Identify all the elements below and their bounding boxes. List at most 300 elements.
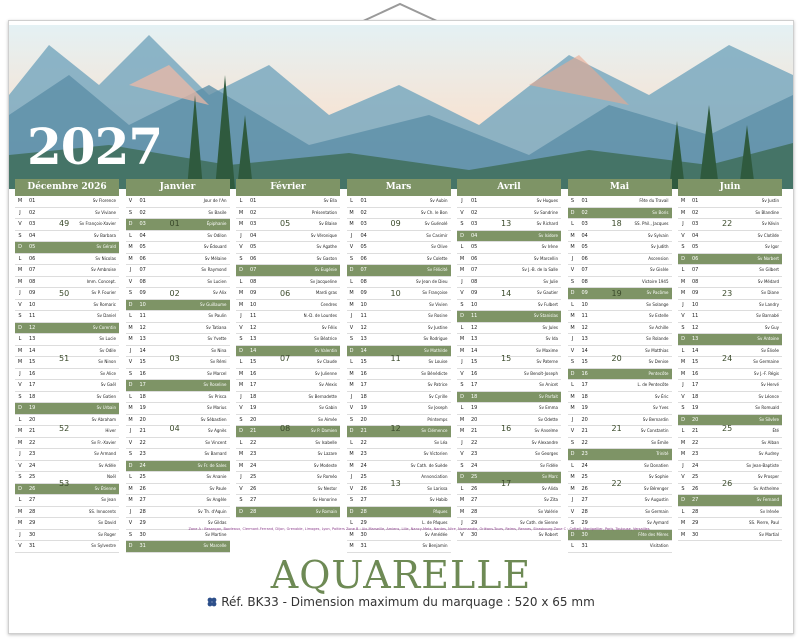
day-letter: M [238, 462, 244, 469]
day-row [347, 541, 451, 553]
day-number: 05 [471, 244, 478, 250]
day-number: 23 [29, 451, 36, 457]
saint-name: Sv Casimir [426, 232, 448, 238]
day-number: 03 [471, 221, 478, 227]
day-letter: V [681, 474, 685, 480]
saint-name: Sv Roseline [203, 382, 227, 387]
day-letter: J [350, 474, 353, 480]
saint-name: Mardi gras [315, 290, 337, 295]
day-number: 20 [360, 416, 367, 423]
day-letter: M [128, 416, 133, 423]
saint-name: Sv François-Xavier [79, 221, 116, 226]
saint-name: Sv Martial [759, 531, 779, 537]
day-row [347, 265, 451, 277]
saint-name: Sv Hervé [760, 382, 779, 387]
day-letter: M [570, 244, 575, 250]
day-letter: M [570, 485, 575, 492]
day-number: 18 [360, 393, 367, 400]
day-letter: J [682, 462, 684, 469]
day-number: 02 [471, 209, 478, 216]
week-number: 22 [722, 219, 733, 228]
day-number: 12 [139, 324, 146, 331]
day-letter: M [680, 451, 686, 457]
saint-name: Sv Eugénie [314, 267, 337, 272]
day-row [568, 265, 672, 277]
day-number: 05 [692, 244, 699, 250]
saint-name: Sv Silvère [759, 416, 779, 422]
day-number: 29 [139, 520, 146, 526]
saint-name: Présentation [311, 209, 337, 215]
day-number: 10 [360, 301, 367, 308]
week-number: 17 [501, 479, 512, 488]
day-number: 11 [250, 313, 257, 319]
saint-name: Sv Anicet [539, 382, 558, 387]
saint-name: Sv Agathe [316, 244, 337, 249]
day-row [236, 449, 340, 461]
saint-name: Sv Richard [536, 221, 558, 226]
day-letter: S [128, 209, 133, 216]
week-number: 15 [501, 354, 512, 363]
saint-name: Sv Prosper [757, 474, 779, 479]
saint-name: Visitation [649, 543, 669, 548]
saint-name: Sv Romain [315, 508, 337, 514]
day-row [347, 369, 451, 381]
day-row [236, 472, 340, 484]
day-number: 27 [250, 497, 257, 503]
day-number: 03 [581, 221, 588, 227]
day-letter: M [238, 209, 244, 216]
day-number: 16 [692, 370, 699, 377]
day-letter: M [680, 531, 686, 538]
day-letter: V [570, 428, 575, 434]
day-row [15, 311, 119, 323]
day-number: 04 [139, 232, 146, 239]
day-letter: D [349, 508, 354, 515]
day-number: 08 [692, 278, 699, 285]
day-number: 25 [360, 474, 367, 480]
saint-name: Sv Armand [94, 451, 116, 456]
day-letter: V [128, 520, 133, 526]
saint-name: Sv Paule [209, 485, 227, 491]
saint-name: Sv Solange [646, 301, 669, 307]
day-row [126, 323, 230, 335]
day-letter: M [680, 209, 686, 216]
week-number: 11 [390, 354, 401, 363]
saint-name: Sv Gildas [207, 520, 227, 525]
saint-name: Sv Odette [538, 416, 558, 422]
saint-name: Sv Romuald [755, 405, 779, 410]
day-letter: D [128, 221, 133, 227]
day-row [126, 277, 230, 289]
day-number: 02 [139, 209, 146, 216]
day-number: 11 [29, 313, 36, 319]
saint-name: Sv Roger [98, 531, 116, 537]
saint-name: Sv Nestor [317, 485, 337, 491]
day-number: 14 [360, 347, 367, 354]
day-row [126, 334, 230, 346]
saint-name: N.-D. de Lourdes [303, 313, 337, 318]
day-number: 15 [250, 359, 257, 365]
saint-name: Sv Achille [649, 324, 669, 330]
day-letter: M [349, 290, 354, 296]
saint-name: L. de Pentecôte [637, 382, 669, 387]
day-letter: V [18, 301, 22, 308]
calendar-sheet [8, 20, 794, 634]
day-number: 01 [139, 198, 146, 204]
day-number: 09 [139, 290, 146, 296]
saint-name: Sv Julie [543, 278, 558, 284]
day-number: 08 [29, 278, 36, 285]
day-number: 17 [250, 382, 257, 388]
day-letter: L [460, 244, 464, 250]
saint-name: Sv Nina [211, 347, 227, 353]
saint-name: Hiver [105, 428, 116, 433]
day-letter: S [460, 301, 464, 308]
saint-name: Sv Sophie [648, 474, 669, 479]
saint-name: Sv Guénolé [424, 221, 448, 226]
day-row [126, 507, 230, 519]
day-row [126, 369, 230, 381]
day-letter: S [239, 416, 243, 423]
day-letter: M [238, 370, 244, 377]
saint-name: Sv Marcellin [533, 255, 558, 261]
day-number: 31 [139, 543, 146, 549]
day-number: 30 [692, 531, 699, 538]
day-letter: J [682, 382, 684, 388]
day-letter: J [571, 336, 574, 342]
day-number: 24 [360, 462, 367, 469]
saint-name: Sv Ida [545, 336, 558, 341]
day-number: 21 [360, 428, 367, 434]
day-letter: V [681, 313, 685, 319]
day-number: 10 [29, 301, 36, 308]
day-letter: L [350, 439, 353, 446]
day-number: 06 [250, 255, 257, 262]
saint-name: Sv Raymond [201, 267, 227, 272]
day-letter: V [570, 267, 575, 273]
day-row [678, 449, 782, 461]
saint-name: Sv Fulbert [537, 301, 558, 307]
day-letter: J [461, 439, 463, 446]
day-row [236, 300, 340, 312]
day-number: 21 [139, 428, 146, 434]
day-row [568, 449, 672, 461]
day-number: 19 [360, 405, 367, 411]
day-letter: D [570, 531, 575, 538]
saint-name: Sv Clotilde [757, 232, 779, 238]
day-letter: D [349, 267, 354, 273]
day-letter: V [349, 405, 354, 411]
day-number: 31 [581, 543, 588, 549]
day-letter: M [238, 451, 244, 457]
day-row [347, 507, 451, 519]
saint-name: Sv Hugues [536, 198, 558, 203]
day-row [678, 231, 782, 243]
day-row [678, 277, 782, 289]
week-number: 08 [280, 424, 291, 433]
day-letter: M [349, 382, 354, 388]
day-row [236, 403, 340, 415]
day-number: 18 [139, 393, 146, 400]
day-letter: L [350, 359, 353, 365]
saint-name: Trinité [656, 451, 669, 456]
saint-name: Sv Kévin [761, 221, 779, 226]
day-row [678, 392, 782, 404]
day-letter: M [128, 405, 133, 411]
day-letter: S [18, 393, 22, 400]
saint-name: Sv Fr.-Xavier [91, 439, 116, 445]
day-letter: V [349, 485, 354, 492]
day-row [457, 438, 561, 450]
day-letter: L [350, 520, 353, 526]
saint-name: SS. Pierre, Paul [749, 520, 779, 525]
day-number: 25 [139, 474, 146, 480]
saint-name: Sv Gaël [100, 382, 116, 387]
saint-name: Sv Yves [652, 405, 669, 410]
day-letter: L [129, 313, 132, 319]
day-number: 16 [139, 370, 146, 377]
day-number: 21 [471, 428, 478, 434]
day-number: 12 [29, 324, 36, 331]
saint-name: Sv Félix [321, 324, 337, 330]
day-letter: S [681, 244, 685, 250]
day-row [236, 254, 340, 266]
saint-name: Sv Viviane [95, 209, 116, 215]
saint-name: Sv Pacôme [646, 290, 669, 295]
day-number: 07 [250, 267, 257, 273]
week-number: 19 [611, 289, 622, 298]
day-number: 17 [139, 382, 146, 388]
month-column [347, 179, 451, 549]
day-number: 15 [692, 359, 699, 365]
day-row [126, 380, 230, 392]
day-letter: L [681, 267, 685, 273]
day-number: 29 [692, 520, 699, 526]
saint-name: Sv Ananie [206, 474, 227, 479]
saint-name: Sv Amédée [424, 531, 448, 537]
saint-name: Sv Rosine [428, 313, 448, 318]
day-letter: L [129, 393, 132, 400]
day-number: 22 [581, 439, 588, 446]
day-letter: D [460, 232, 464, 239]
day-row [15, 265, 119, 277]
day-letter: D [128, 462, 133, 469]
saint-name: Sv Sébastien [200, 416, 227, 422]
day-row [678, 300, 782, 312]
day-letter: M [17, 520, 23, 526]
day-row [678, 334, 782, 346]
day-letter: V [460, 451, 464, 457]
day-number: 24 [471, 462, 478, 469]
saint-name: Sv Donatien [644, 462, 669, 468]
day-number: 26 [360, 485, 367, 492]
saint-name: Sv Justine [427, 324, 448, 330]
saint-name: Sv Gabin [319, 405, 337, 410]
day-row [236, 484, 340, 496]
saint-name: Sv Gérald [96, 244, 116, 249]
day-letter: J [571, 497, 574, 503]
saint-name: Sv Zita [543, 497, 558, 502]
saint-name: Sv Marc [542, 474, 558, 479]
week-number: 13 [390, 479, 401, 488]
day-letter: L [239, 278, 243, 285]
week-number: 50 [59, 289, 70, 298]
month-column [15, 179, 119, 549]
saint-name: Sv Honorine [312, 497, 337, 502]
day-row [126, 461, 230, 473]
day-letter: V [460, 531, 464, 538]
saint-name: Sv Anselme [534, 428, 558, 433]
day-row [678, 495, 782, 507]
day-row [236, 311, 340, 323]
saint-name: Sv Édouard [203, 244, 227, 249]
day-letter: S [570, 198, 575, 204]
day-number: 03 [250, 221, 257, 227]
saint-name: Sv Florence [92, 198, 116, 203]
day-letter: S [349, 416, 354, 423]
day-letter: V [570, 347, 575, 354]
day-letter: S [239, 497, 243, 503]
week-number: 18 [611, 219, 622, 228]
day-row [236, 392, 340, 404]
month-column [457, 179, 561, 538]
month-header: Février [236, 179, 340, 196]
day-letter: M [680, 439, 686, 446]
day-row [126, 242, 230, 254]
day-letter: M [238, 382, 244, 388]
reference-text: Réf. BK33 - Dimension maximum du marquage : 520 x 65 mm [221, 595, 595, 609]
day-letter: M [238, 290, 244, 296]
day-number: 26 [471, 485, 478, 492]
day-letter: J [19, 451, 21, 457]
day-number: 02 [581, 209, 588, 216]
day-letter: M [459, 497, 465, 503]
day-row [457, 265, 561, 277]
day-number: 25 [581, 474, 588, 480]
day-row [568, 208, 672, 220]
day-row [568, 369, 672, 381]
day-letter: L [239, 359, 243, 365]
saint-name: Noël [106, 474, 116, 479]
saint-name: Sv Odile [99, 347, 116, 353]
saint-name: Sv Stanislas [533, 313, 558, 318]
saint-name: Sv Agnès [207, 428, 227, 433]
week-number: 51 [59, 354, 70, 363]
day-row [15, 323, 119, 335]
day-number: 06 [29, 255, 36, 262]
day-row [347, 403, 451, 415]
day-letter: M [349, 221, 354, 227]
day-number: 01 [692, 198, 699, 204]
week-number: 13 [501, 219, 512, 228]
day-letter: M [128, 244, 133, 250]
day-number: 28 [692, 508, 699, 515]
day-letter: D [239, 347, 243, 354]
day-row [568, 461, 672, 473]
month-column [236, 179, 340, 519]
day-letter: J [240, 232, 242, 239]
day-letter: L [239, 198, 243, 204]
day-number: 20 [250, 416, 257, 423]
day-letter: D [570, 451, 575, 457]
day-row [236, 196, 340, 208]
saint-name: Sv Audrey [758, 451, 779, 456]
day-letter: D [128, 543, 133, 549]
saint-name: Sv Éric [654, 393, 669, 399]
saint-name: Sv Constantin [640, 428, 669, 433]
day-row [236, 265, 340, 277]
day-number: 19 [29, 405, 36, 411]
day-number: 28 [581, 508, 588, 515]
day-number: 07 [360, 267, 367, 273]
day-letter: V [681, 232, 685, 239]
day-letter: J [350, 313, 353, 319]
day-number: 18 [471, 393, 478, 400]
day-row [15, 242, 119, 254]
day-number: 04 [250, 232, 257, 239]
saint-name: Sv Valentin [314, 347, 337, 353]
week-number: 02 [169, 289, 180, 298]
day-row [15, 541, 119, 553]
day-row [236, 369, 340, 381]
day-letter: J [129, 347, 132, 354]
day-number: 12 [250, 324, 257, 331]
day-number: 07 [471, 267, 478, 273]
day-letter: L [460, 405, 464, 411]
day-row [678, 438, 782, 450]
day-number: 13 [692, 336, 699, 342]
day-letter: S [128, 451, 133, 457]
saint-name: Sv Mélaine [204, 255, 227, 261]
day-number: 27 [471, 497, 478, 503]
day-letter: D [128, 301, 133, 308]
day-number: 19 [581, 405, 588, 411]
day-row [568, 495, 672, 507]
day-row [678, 530, 782, 542]
day-number: 25 [29, 474, 36, 480]
day-letter: S [349, 336, 354, 342]
saint-name: Sv Félicité [427, 267, 448, 272]
saint-name: Sv Larissa [427, 485, 448, 491]
saint-name: Sv Bernadette [308, 393, 337, 399]
day-letter: V [570, 508, 575, 515]
month-header: Juin [678, 179, 782, 196]
day-row [678, 380, 782, 392]
day-number: 08 [471, 278, 478, 285]
day-letter: J [129, 267, 132, 273]
saint-name: Sv J.-B. de la Salle [522, 267, 558, 272]
saint-name: Sv Anthelme [753, 485, 779, 491]
day-row [457, 495, 561, 507]
day-number: 09 [250, 290, 257, 296]
day-number: 08 [360, 278, 367, 285]
day-letter: V [18, 382, 22, 388]
day-letter: L [571, 221, 574, 227]
day-number: 14 [692, 347, 699, 354]
day-row [236, 461, 340, 473]
saint-name: Sv P. Fourier [91, 290, 116, 295]
day-number: 22 [250, 439, 257, 446]
day-letter: V [18, 543, 22, 549]
day-letter: D [570, 209, 575, 216]
day-row [126, 196, 230, 208]
day-letter: M [17, 267, 23, 273]
day-number: 14 [250, 347, 257, 354]
day-letter: M [238, 301, 244, 308]
saint-name: Sv Françoise [422, 290, 448, 295]
week-number: 03 [169, 354, 180, 363]
day-number: 26 [139, 485, 146, 492]
